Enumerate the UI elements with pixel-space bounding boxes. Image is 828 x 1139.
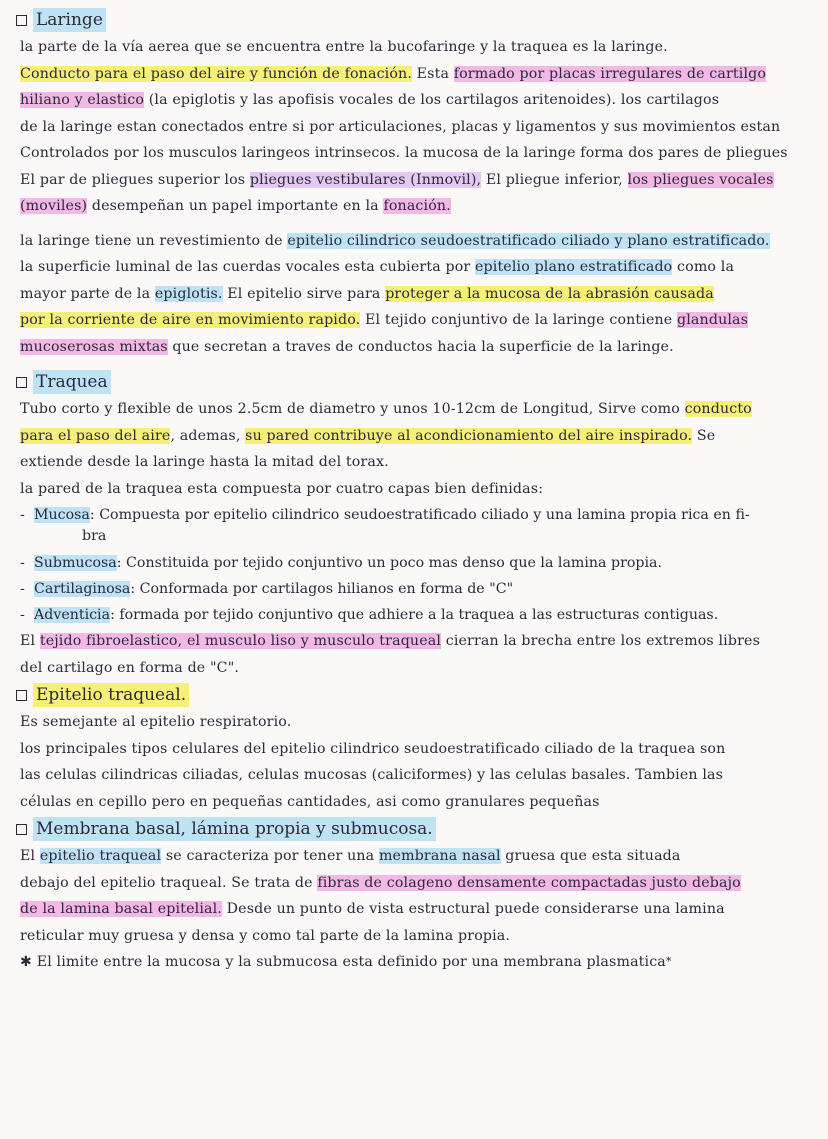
highlighted-text: su pared contribuye al acondicionamiento del aire inspirado. [245,427,693,444]
text-segment: la laringe tiene un revestimiento de [20,232,288,249]
text-line [12,228,814,255]
layer-description: : Conformada por cartilagos hilianos en forma de "C" [130,581,514,597]
highlighted-text: Conducto para el paso del aire y función de fonación. [20,65,412,82]
highlighted-text: formado por placas irregulares de cartilgo [453,65,767,82]
text-segment: la superficie luminal de las cuerdas vocales esta cubierta por [20,259,475,275]
text-line [12,843,814,870]
text-segment: Desde un punto de vista estructural puede considerarse una lamina [221,901,725,917]
text-line [12,87,814,114]
text-segment: células en cepillo pero en pequeñas cantidades, asi como granulares pequeñas [20,793,600,810]
text-line [12,628,814,655]
text-segment: se caracteriza por tener una [161,848,379,864]
text-segment: reticular muy gruesa y densa y como tal parte de la lamina propia. [20,927,511,944]
highlighted-text: conducto [684,401,752,417]
dash-bullet-icon: - [20,607,25,623]
text-line [12,307,814,334]
text-line [12,655,814,682]
text-line [12,762,814,789]
text-line [12,870,814,897]
text-segment: El [20,633,40,649]
text-segment: Controlados por los musculos laringeos intrinsecos. la mucosa de la laringe forma dos pares de pliegues [20,145,788,161]
laringe-paragraph-2 [12,228,814,361]
text-line [12,789,814,816]
checkbox-icon [16,15,27,26]
section-laringe [12,8,814,360]
layer-description: : formada por tejido conjuntivo que adhiere a la traquea a las estructuras contiguas. [110,607,719,623]
text-line [12,281,814,308]
section-traquea [12,370,814,681]
text-line [12,61,814,88]
text-line [12,167,814,194]
highlighted-text: hiliano y elastico [20,92,145,108]
text-segment: debajo del epitelio traqueal. Se trata de [20,874,318,891]
dash-bullet-icon: - [20,581,25,597]
text-segment: de la laringe estan conectados entre si por articulaciones, placas y ligamentos y sus movimientos estan [20,118,781,135]
text-line [12,34,814,61]
text-segment: las celulas cilindricas ciliadas, celulas mucosas (caliciformes) y las celulas basales. Tambien las [20,767,724,783]
text-segment: mayor parte de la [20,285,155,302]
text-segment: la parte de la vía aerea que se encuentra entre la bucofaringe y la traquea es la laringe. [20,39,668,55]
text-line [12,396,814,423]
highlighted-text: epiglotis. [154,285,223,302]
text-line [12,193,814,220]
traquea-paragraph [12,396,814,502]
text-segment: la pared de la traquea esta compuesta por cuatro capas bien definidas: [20,480,544,497]
section-heading [16,683,814,707]
laringe-paragraph-1 [12,34,814,220]
checkbox-icon [16,377,27,388]
text-segment: El pliegue inferior, [481,171,628,188]
text-segment: El limite entre la mucosa y la submucosa esta definido por una membrana plasmatica [36,954,666,970]
text-line [12,334,814,361]
text-segment: El [20,848,40,864]
text-line [12,449,814,476]
checkbox-icon [16,690,27,701]
traquea-layers-list [12,502,814,628]
highlighted-text: fonación. [383,198,451,214]
highlighted-text: mucoserosas mixtas [20,338,168,355]
membrana-paragraph [12,843,814,976]
highlighted-text: proteger a la mucosa de la abrasión causada [385,285,714,302]
epitelio-paragraph [12,709,814,815]
text-line [12,423,814,450]
section-heading [16,817,814,841]
heading-traquea: Traquea [33,370,111,394]
highlighted-text: los pliegues vocales [627,171,774,188]
text-segment: (la epiglotis y las apofisis vocales de los cartilagos aritenoides). los cartilagos [144,92,720,108]
text-segment: que secretan a traves de conductos hacia la superficie de la laringe. [167,338,674,355]
text-line [12,949,814,976]
text-segment: Se [692,427,716,444]
highlighted-text: epitelio plano estratificado [474,259,673,275]
section-heading [16,8,814,32]
layer-list-item [12,502,814,528]
checkbox-icon [16,824,27,835]
footnote-star-icon: * [665,955,672,968]
text-line [12,114,814,141]
highlighted-text: pliegues vestibulares (Inmovil), [249,171,482,188]
layer-list-item [12,550,814,576]
layer-name: Cartilaginosa [34,581,131,597]
text-line [12,736,814,763]
heading-laringe: Laringe [33,8,106,32]
text-segment: El par de pliegues superior los [20,171,250,188]
highlighted-text: epitelio traqueal [39,848,162,864]
highlighted-text: para el paso del aire [20,427,171,444]
text-segment: , ademas, [170,427,246,444]
highlighted-text: tejido fibroelastico, el musculo liso y musculo traqueal [39,633,442,649]
highlighted-text: (moviles) [20,198,88,214]
heading-membrana: Membrana basal, lámina propia y submucosa. [33,817,436,841]
asterisk-bullet-icon: ✱ [20,954,37,970]
layer-description-continued: bra [82,528,107,544]
text-segment: Es semejante al epitelio respiratorio. [20,714,292,730]
layer-list-item [12,602,814,628]
text-segment: los principales tipos celulares del epitelio cilindrico seudoestratificado ciliado de la traquea son [20,740,726,757]
section-heading [16,370,814,394]
text-line [12,896,814,923]
text-segment: como la [672,259,735,275]
heading-epitelio: Epitelio traqueal. [33,683,189,707]
text-segment: gruesa que esta situada [500,848,681,864]
text-segment: Tubo corto y flexible de unos 2.5cm de diametro y unos 10-12cm de Longitud, Sirve como [20,401,685,417]
text-segment: El epitelio sirve para [222,285,386,302]
traquea-closing-paragraph [12,628,814,681]
text-segment: cierran la brecha entre los extremos libres [441,633,761,649]
text-segment: Esta [412,65,454,82]
text-line [12,709,814,736]
section-epitelio [12,683,814,815]
layer-list-item [12,576,814,602]
text-segment: El tejido conjuntivo de la laringe contiene [360,312,678,328]
highlighted-text: epitelio cilindrico seudoestratificado ciliado y plano estratificado. [287,232,770,249]
text-line [12,254,814,281]
layer-description: : Constituida por tejido conjuntivo un poco mas denso que la lamina propia. [116,555,662,571]
text-line [12,140,814,167]
layer-name: Submucosa [34,555,117,571]
text-segment: del cartilago en forma de "C". [20,659,240,676]
dash-bullet-icon: - [20,507,25,523]
text-segment: extiende desde la laringe hasta la mitad del torax. [20,454,389,470]
highlighted-text: de la lamina basal epitelial. [20,901,222,917]
layer-description: : Compuesta por epitelio cilindrico seudoestratificado ciliado y una lamina propia rica en fi- [89,507,750,523]
highlighted-text: membrana nasal [378,848,501,864]
layer-name: Adventicia [34,607,111,623]
text-line [12,476,814,503]
dash-bullet-icon: - [20,555,25,571]
highlighted-text: fibras de colageno densamente compactadas justo debajo [317,874,741,891]
layer-name: Mucosa [34,507,90,523]
text-line [12,923,814,950]
highlighted-text: por la corriente de aire en movimiento rapido. [20,312,361,328]
highlighted-text: glandulas [677,312,749,328]
section-membrana [12,817,814,976]
text-segment: desempeñan un papel importante en la [87,198,384,214]
